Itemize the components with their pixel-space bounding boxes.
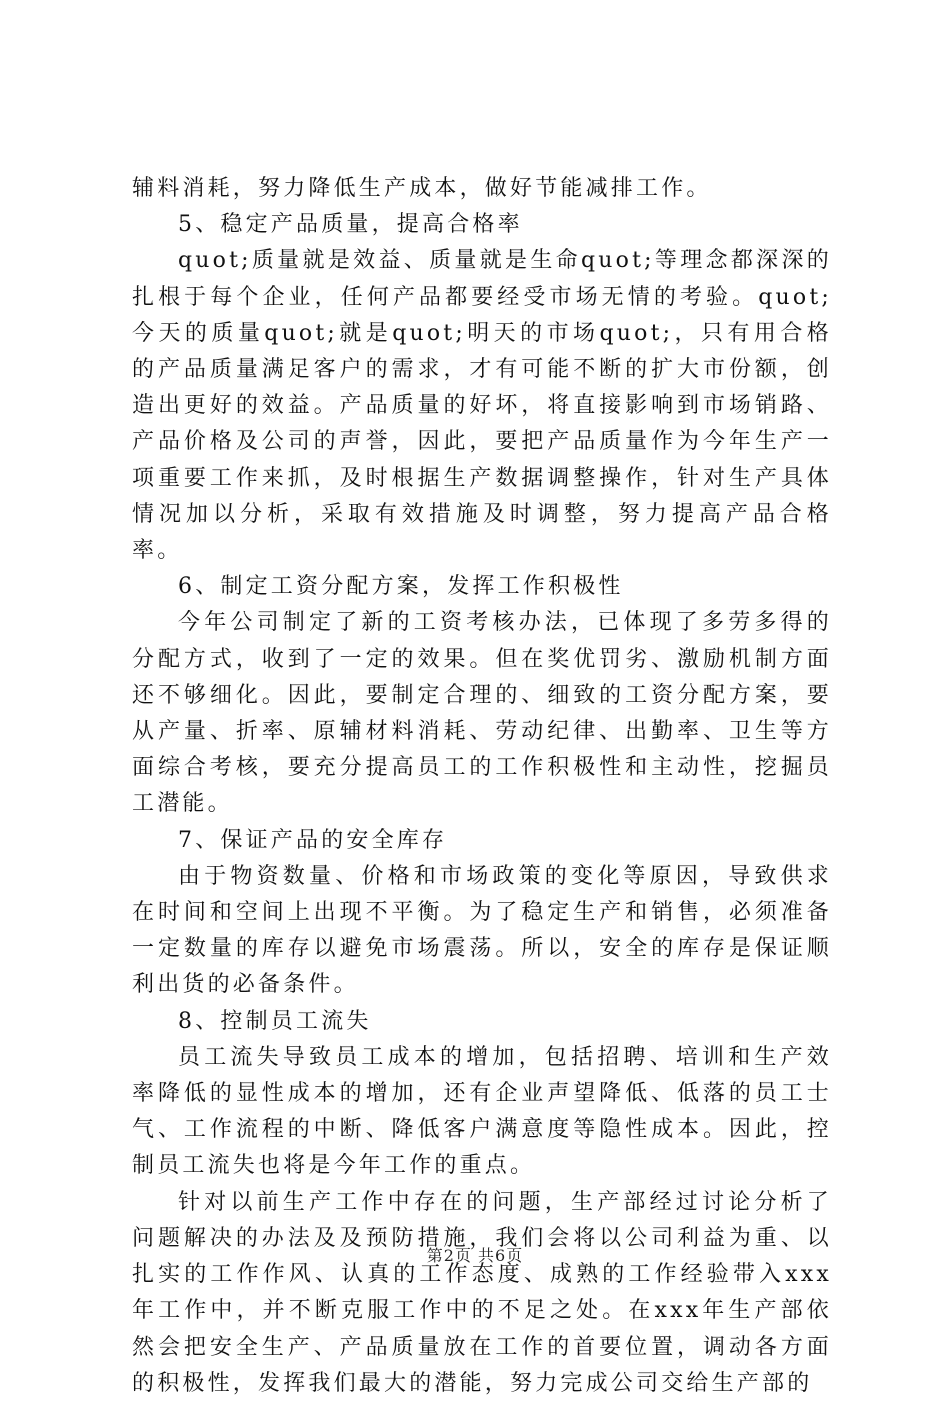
paragraph-conclusion: 针对以前生产工作中存在的问题，生产部经过讨论分析了问题解决的办法及及预防措施，我们会将以公司利益为重、以扎实的工作作风、认真的工作态度、成熟的工作经验带入xxx年工作中，并不断克服工作中的不足之处。在xxx年生产部依然会把安全生产、产品质量放在工作的首要位置，调动各方面的积极性，发挥我们最大的潜能，努力完成公司交给生产部的	[132, 1189, 832, 1396]
paragraph-continuation: 辅料消耗，努力降低生产成本，做好节能减排工作。	[132, 176, 712, 201]
paragraph-quality: quot;质量就是效益、质量就是生命quot;等理念都深深的扎根于每个企业，任何产品都要经受市场无情的考验。quot;今天的质量quot;就是quot;明天的市场quot;，只有用合格的产品质量满足客户的需求，才有可能不断的扩大市份额，创造出更好的效益。产品质量的好坏，将直接影响到市场销路、产品价格及公司的声誉，因此，要把产品质量作为今年生产一项重要工作来抓，及时根据生产数据调整操作，针对生产具体情况加以分析，采取有效措施及时调整，努力提高产品合格率。	[132, 248, 832, 564]
section-heading-7: 7、保证产品的安全库存	[178, 827, 448, 853]
section-heading-6: 6、制定工资分配方案，发挥工作积极性	[178, 574, 624, 600]
paragraph-inventory: 由于物资数量、价格和市场政策的变化等原因，导致供求在时间和空间上出现不平衡。为了稳定生产和销售，必须准备一定数量的库存以避免市场震荡。所以，安全的库存是保证顺利出货的必备条件。	[132, 863, 832, 998]
section-heading-8: 8、控制员工流失	[178, 1008, 372, 1034]
document-body	[132, 171, 832, 1402]
paragraph-wages: 今年公司制定了新的工资考核办法，已体现了多劳多得的分配方式，收到了一定的效果。但在奖优罚劣、激励机制方面还不够细化。因此，要制定合理的、细致的工资分配方案，要从产量、折率、原辅材料消耗、劳动纪律、出勤率、卫生等方面综合考核，要充分提高员工的工作积极性和主动性，挖掘员工潜能。	[132, 610, 832, 817]
section-heading-5: 5、稳定产品质量，提高合格率	[178, 212, 523, 238]
paragraph-turnover: 员工流失导致员工成本的增加，包括招聘、培训和生产效率降低的显性成本的增加，还有企业声望降低、低落的员工士气、工作流程的中断、降低客户满意度等隐性成本。因此，控制员工流失也将是今年工作的重点。	[132, 1044, 832, 1179]
page-number-footer: 第2页 共6页	[426, 1246, 524, 1265]
